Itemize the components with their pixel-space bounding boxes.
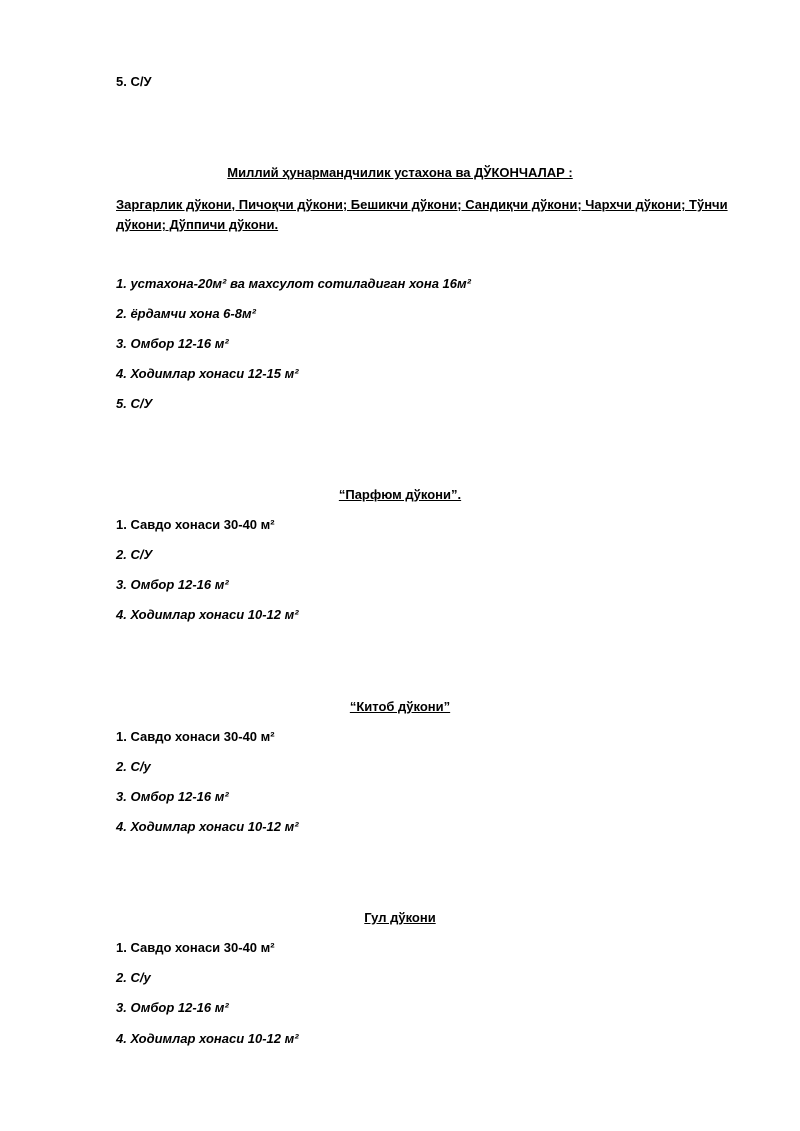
books-heading: “Китоб дўкони” [349, 699, 451, 714]
flowers-item-1: 1. Савдо хонаси 30-40 м² [116, 940, 275, 955]
books-item-3: 3. Омбор 12-16 м² [116, 789, 229, 804]
crafts-item-2: 2. ёрдамчи хона 6-8м² [116, 306, 256, 321]
top-list-item: 5. С/У [116, 74, 152, 89]
crafts-item-5: 5. С/У [116, 396, 153, 411]
flowers-item-4: 4. Ходимлар хонаси 10-12 м² [116, 1031, 299, 1046]
perfume-item-2: 2. С/У [116, 547, 153, 562]
books-item-1: 1. Савдо хонаси 30-40 м² [116, 729, 275, 744]
flowers-item-3: 3. Омбор 12-16 м² [116, 1000, 229, 1015]
crafts-item-3: 3. Омбор 12-16 м² [116, 336, 229, 351]
books-item-4: 4. Ходимлар хонаси 10-12 м² [116, 819, 299, 834]
perfume-item-4: 4. Ходимлар хонаси 10-12 м² [116, 607, 299, 622]
crafts-item-4: 4. Ходимлар хонаси 12-15 м² [116, 366, 299, 381]
perfume-item-3: 3. Омбор 12-16 м² [116, 577, 229, 592]
flowers-item-2: 2. С/у [116, 970, 151, 985]
perfume-heading: “Парфюм дўкони”. [338, 487, 462, 502]
flowers-heading: Гул дўкони [364, 910, 436, 925]
crafts-item-1: 1. устахона-20м² ва махсулот сотиладиган хона 16м² [116, 276, 471, 291]
books-item-2: 2. С/у [116, 759, 151, 774]
perfume-item-1: 1. Савдо хонаси 30-40 м² [116, 517, 275, 532]
crafts-heading: Миллий ҳунармандчилик устахона ва ДЎКОНЧАЛАР : [227, 165, 573, 180]
crafts-shops-list: Заргарлик дўкони, Пичоқчи дўкони; Бешикчи дўкони; Сандиқчи дўкони; Чархчи дўкони; Тўнчи дўкони; Дўппичи дўкони. [116, 197, 728, 232]
